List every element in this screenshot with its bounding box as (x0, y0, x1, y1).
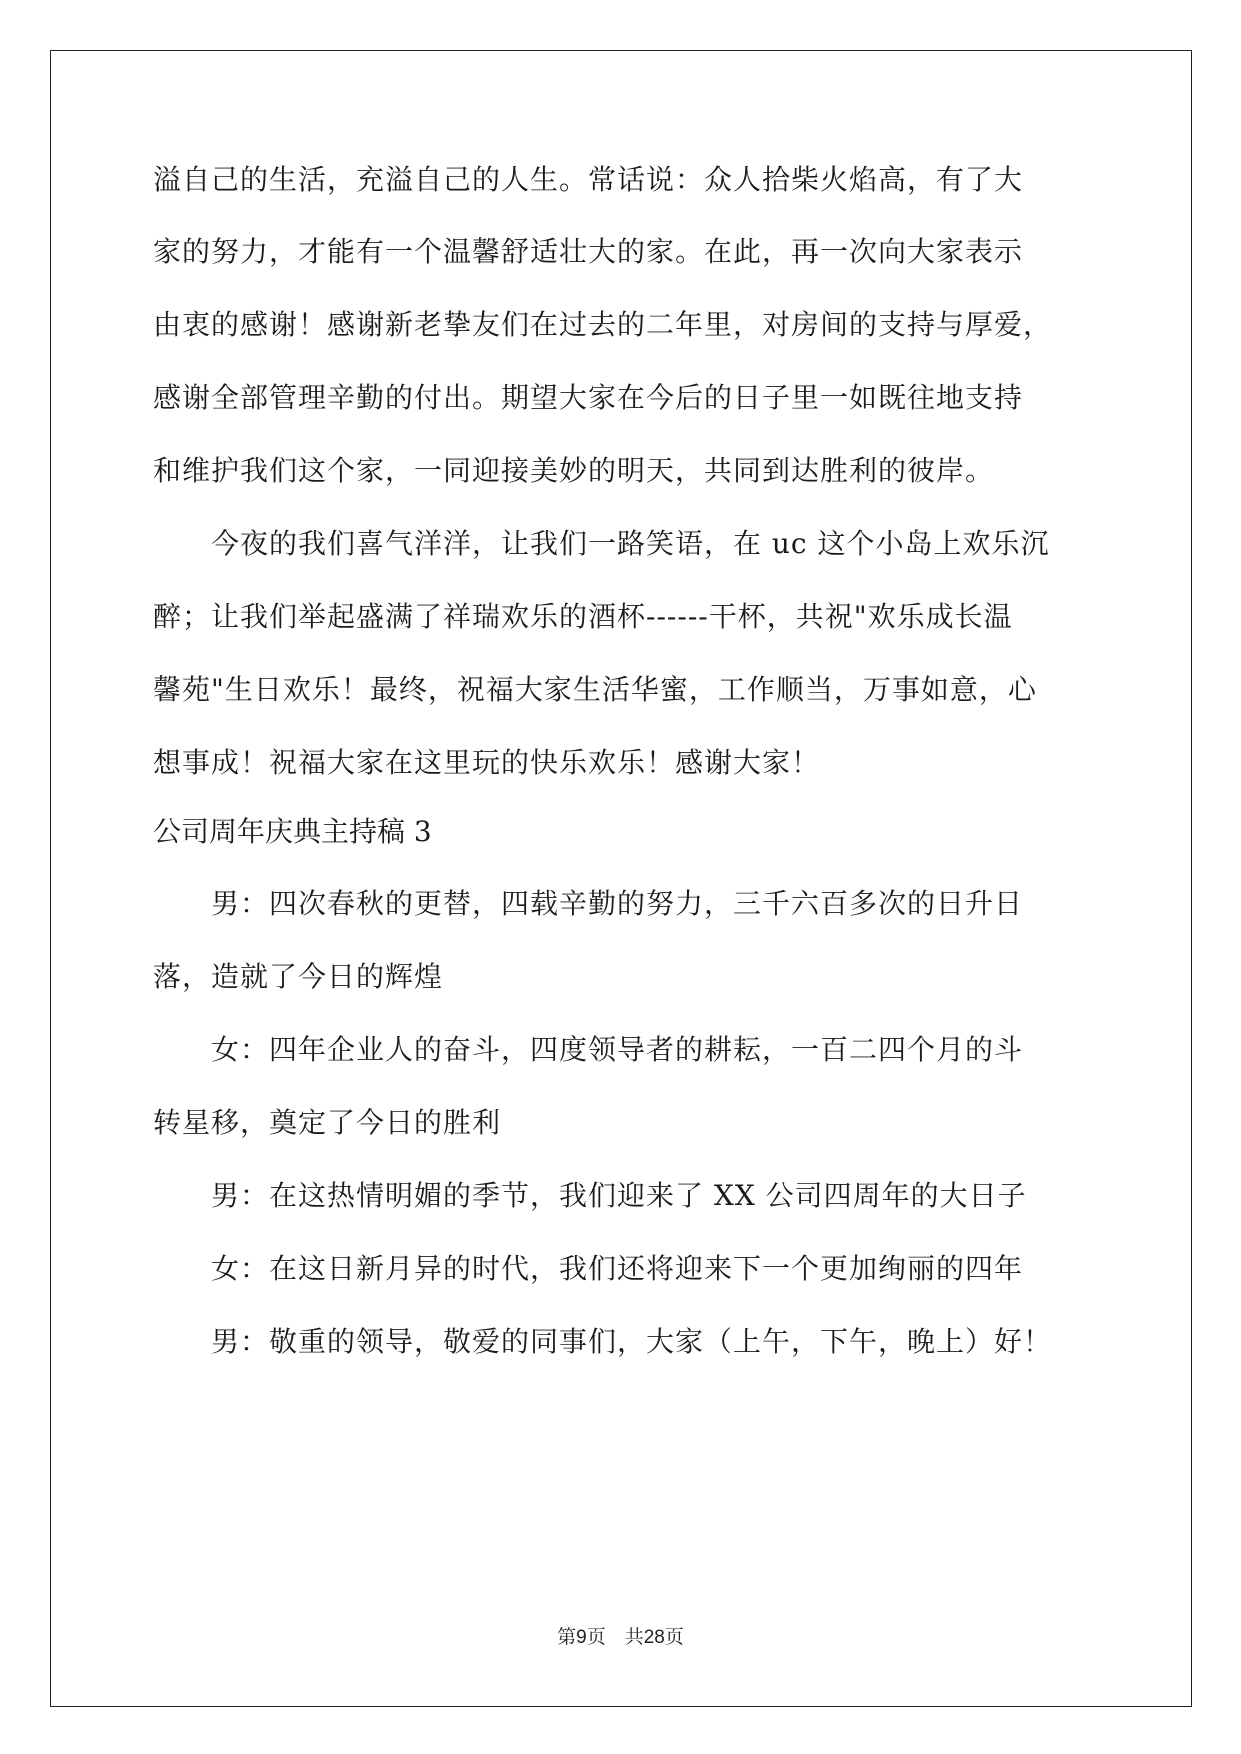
text-line: 感谢全部管理辛勤的付出。期望大家在今后的日子里一如既往地支持 (153, 381, 1024, 414)
footer-total-prefix: 共 (624, 1626, 644, 1648)
text-line: 醉；让我们举起盛满了祥瑞欢乐的酒杯------干杯，共祝"欢乐成长温 (153, 600, 1013, 633)
text-line: 落，造就了今日的辉煌 (153, 960, 444, 993)
text-line: 溢自己的生活，充溢自己的人生。常话说：众人拾柴火焰高，有了大 (153, 163, 1024, 196)
text-line: 由衷的感谢！感谢新老挚友们在过去的二年里，对房间的支持与厚爱， (153, 308, 1053, 341)
section-heading: 公司周年庆典主持稿 3 (153, 815, 432, 848)
text-line: 家的努力，才能有一个温馨舒适壮大的家。在此，再一次向大家表示 (153, 235, 1024, 268)
text-line: 今夜的我们喜气洋洋，让我们一路笑语，在 uc 这个小岛上欢乐沉 (153, 527, 1050, 560)
text-line: 想事成！祝福大家在这里玩的快乐欢乐！感谢大家！ (153, 746, 821, 779)
text-line: 女：四年企业人的奋斗，四度领导者的耕耘，一百二四个月的斗 (153, 1033, 1024, 1066)
footer-total-suffix: 页 (664, 1626, 684, 1648)
text-line: 和维护我们这个家，一同迎接美妙的明天，共同到达胜利的彼岸。 (153, 454, 995, 487)
text-line: 男：敬重的领导，敬爱的同事们，大家（上午，下午，晚上）好！ (153, 1325, 1053, 1358)
footer-prefix: 第 (557, 1626, 577, 1648)
page-footer (0, 1624, 1241, 1651)
text-line: 女：在这日新月异的时代，我们还将迎来下一个更加绚丽的四年 (153, 1252, 1024, 1285)
text-line: 馨苑"生日欢乐！最终，祝福大家生活华蜜，工作顺当，万事如意，心 (153, 673, 1037, 706)
footer-page-suffix: 页 (586, 1626, 606, 1648)
text-line: 转星移，奠定了今日的胜利 (153, 1106, 502, 1139)
text-line: 男：在这热情明媚的季节，我们迎来了 XX 公司四周年的大日子 (153, 1179, 1027, 1212)
total-pages: 28 (643, 1627, 665, 1648)
text-line: 男：四次春秋的更替，四载辛勤的努力，三千六百多次的日升日 (153, 887, 1024, 920)
page-border (50, 50, 1192, 1707)
page-number: 9 (576, 1627, 587, 1648)
